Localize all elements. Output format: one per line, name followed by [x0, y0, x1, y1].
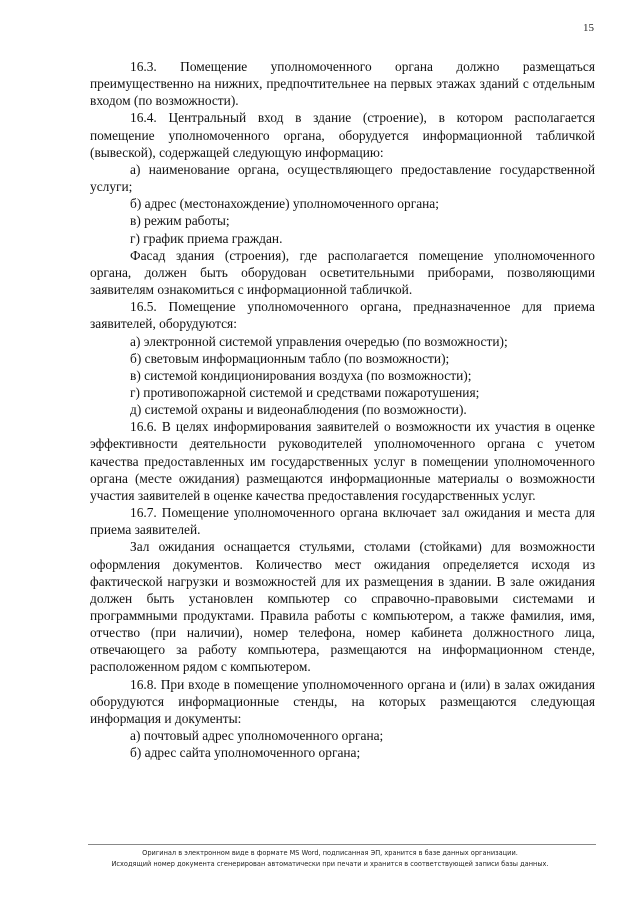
list-item: д) системой охраны и видеонаблюдения (по возможности).	[130, 402, 467, 418]
list-item: б) световым информационным табло (по возможности);	[130, 350, 450, 366]
paragraph-16-4: 16.4. Центральный вход в здание (строение), в котором располагается помещение уполномоченного органа, оборудуется информационной табличкой (вывеской), содержащей следующую информацию:	[90, 110, 595, 160]
footer	[60, 848, 600, 870]
list-item: б) адрес (местонахождение) уполномоченного органа;	[130, 196, 439, 212]
paragraph-16-3: 16.3. Помещение уполномоченного органа должно размещаться преимущественно на нижних, предпочтительнее на первых этажах зданий с отдельным входом (по возможности).	[90, 59, 595, 109]
list-item: а) электронной системой управления очередью (по возможности);	[130, 333, 508, 349]
list-item: б) адрес сайта уполномоченного органа;	[130, 745, 361, 761]
footer-line-original: Оригинал в электронном виде в формате MS Word, подписанная ЭП, хранится в базе данных организации.	[142, 849, 518, 857]
list-item: в) режим работы;	[130, 213, 230, 229]
paragraph-waiting-hall: Зал ожидания оснащается стульями, столами (стойками) для возможности оформления документов. Количество мест ожидания определяется исходя из фактической нагрузки и возможностей для их размещения в здании. В зале ожидания должен быть установлен компьютер со справочно-правовыми системами и программными продуктами. Правила работы с компьютером, а также фамилия, имя, отчество (при наличии), номер телефона, номер кабинета должностного лица, отвечающего за работу компьютера, размещаются на информационном стенде, расположенном рядом с компьютером.	[90, 539, 595, 675]
list-item: г) график приема граждан.	[130, 230, 283, 246]
footer-line-outgoing-number: Исходящий номер документа сгенерирован автоматически при печати и хранится в соответствующей записи базы данных.	[111, 860, 549, 868]
list-item: а) почтовый адрес уполномоченного органа;	[130, 728, 384, 744]
paragraph-16-8: 16.8. При входе в помещение уполномоченного органа и (или) в залах ожидания оборудуются информационные стенды, на которых размещаются следующая информация и документы:	[90, 676, 595, 726]
list-item: а) наименование органа, осуществляющего предоставление государственной услуги;	[90, 161, 595, 195]
paragraph-facade: Фасад здания (строения), где располагается помещение уполномоченного органа, должен быть оборудован осветительными приборами, позволяющими заявителям ознакомиться с информационной табличкой.	[90, 247, 595, 298]
footer-divider	[88, 844, 596, 845]
list-item: в) системой кондиционирования воздуха (по возможности);	[130, 367, 472, 383]
paragraph-16-6: 16.6. В целях информирования заявителей о возможности их участия в оценке эффективности деятельности руководителей уполномоченного органа с учетом качества предоставленных им государственных услуг в помещении уполномоченного органа (месте ожидания) размещаются информационные материалы о возможности участия заявителей в оценке качества предоставления государственных услуг.	[90, 419, 595, 503]
paragraph-16-5: 16.5. Помещение уполномоченного органа, предназначенное для приема заявителей, оборудуются:	[90, 299, 595, 332]
document-body	[90, 58, 595, 761]
paragraph-16-7: 16.7. Помещение уполномоченного органа включает зал ожидания и места для приема заявителей.	[90, 505, 595, 538]
page-number: 15	[583, 22, 594, 34]
list-item: г) противопожарной системой и средствами пожаротушения;	[130, 384, 480, 400]
